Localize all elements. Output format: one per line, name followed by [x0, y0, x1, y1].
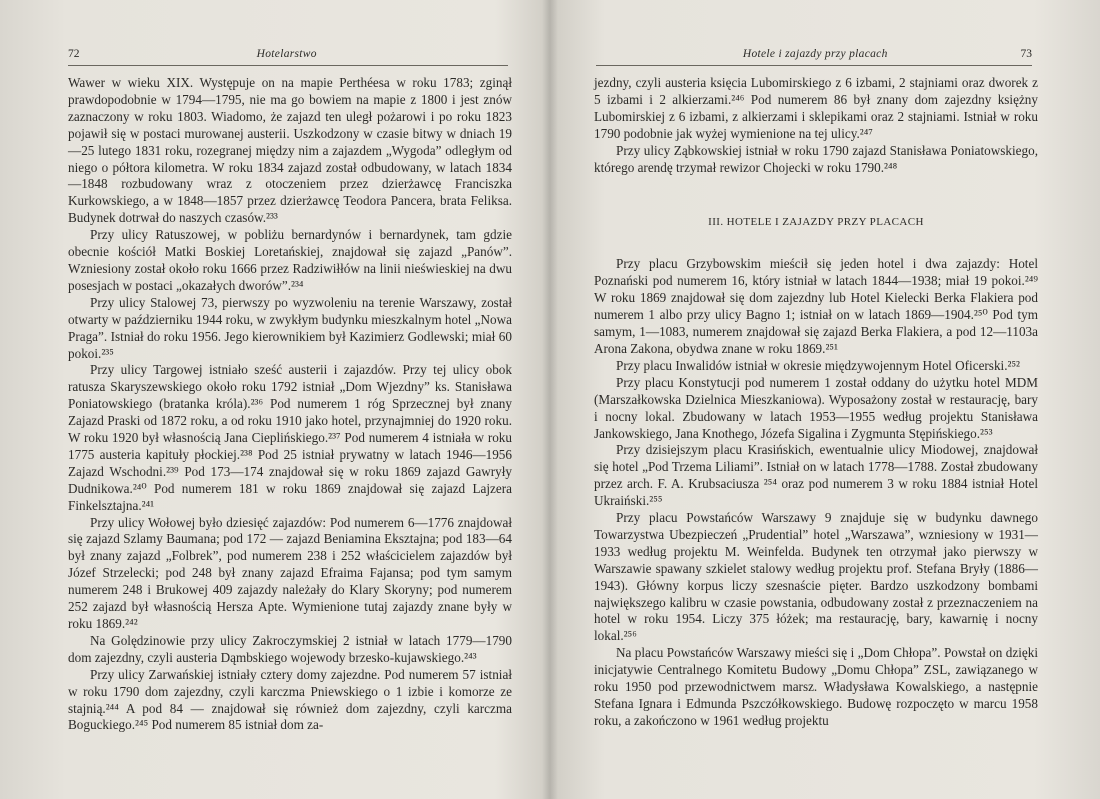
paragraph: Przy ulicy Targowej istniało sześć austerii i zajazdów. Przy tej ulicy obok ratusza Skaryszewskiego około roku 1792 istniał „Dom Wjezdny” ks. Stanisława Poniatowskiego (bratanka króla).²³⁶ Pod numerem 1 róg Sprzecznej był znany Zajazd Praski od 1872 roku, a od roku 1910 jako hotel, przynajmniej do 1920 roku. W roku 1920 był własnością Jana Cieplińskiego.²³⁷ Pod numerem 4 istniała w roku 1775 austeria kapituły płockiej.²³⁸ Pod 25 istniał prywatny w latach 1946—1956 Zajazd Wschodni.²³⁹ Pod 173—174 znajdował się w roku 1869 zajazd Gawryły Dudnikowa.²⁴⁰ Pod numerem 181 w roku 1869 znajdował się zajazd Lajzera Finkelsztajna.²⁴¹: [68, 362, 512, 513]
paragraph: Przy ulicy Wołowej było dziesięć zajazdów: Pod numerem 6—1776 znajdował się zajazd Szlamy Baumana; pod 172 — zajazd Beniamina Eksztajna; pod 183—64 był znany zajazd „Folbrek”, pod numerem 238 i 252 właścicielem zajazdów był Józef Strzelecki; pod 248 był znany zajazd Efraima Fajansa; pod tym samym numerem 248 i Brukowej 409 zajazdy należały do Klary Skoryny; pod numerem 252 zajazd był własnością Herszа Apte. Wymienione tutaj zajazdy znane były w roku 1869.²⁴²: [68, 514, 512, 631]
paragraph: Wawer w wieku XIX. Występuje on na mapie Perthéesa w roku 1783; zginął prawdopodobnie w 1794—1795, nie ma go bowiem na mapie z 1800 i jest znów zaznaczony w roku 1803. Wiadomo, że zajazd ten uległ pożarowi i po roku 1823 pojawił się w postaci murowanej austerii. Uszkodzony w czasie bitwy w dniach 19—25 lutego 1831 roku, rozegranej między nim a zajazdem „Wygoda” odległym od niego o półtora kilometra. W roku 1834 zajazd został odbudowany, w latach 1834—1848 rozbudowany wraz z otoczeniem przez dzierżawcę Franciszka Kurkowskiego, a w 1848—1857 przez dzierżawcę Teodora Pancera, brata Feliksa. Budynek dotrwał do naszych czasów.²³³: [68, 75, 512, 226]
paragraph: Przy placu Inwalidów istniał w okresie międzywojennym Hotel Oficerski.²⁵²: [616, 357, 1021, 373]
right-page-number: 73: [1020, 48, 1032, 60]
left-running-head: Hotelarstwo: [256, 48, 317, 60]
left-page-body: [68, 75, 512, 734]
section-heading: III. HOTELE I ZAJAZDY PRZY PLACACH: [708, 216, 924, 229]
paragraph: Przy dzisiejszym placu Krasińskich, ewentualnie ulicy Miodowej, znajdował się hotel „Pod Trzema Liliami”. Istniał on w latach 1778—1788. Został zbudowany przez arch. F. A. Krubsaciusza ²⁵⁴ oraz pod numerem 3 w roku 1884 istniał Hotel Ukraiński.²⁵⁵: [594, 442, 1038, 509]
paragraph: Przy ulicy Ratuszowej, w pobliżu bernardynów i bernardynek, tam gdzie obecnie kościół Matki Boskiej Loretańskiej, znajdował się zajazd „Panów”. Wzniesiony został około roku 1666 przez Radziwiłłów na linii nieświeskiej na dwu posesjach w postaci „okazałych dworów”.²³⁴: [68, 227, 512, 293]
paragraph: Na placu Powstańców Warszawy mieści się i „Dom Chłopa”. Powstał on dzięki inicjatywie Centralnego Komitetu Budowy „Domu Chłopa” ZSL, zawiązanego w roku 1950 pod przewodnictwem marsz. Władysława Kowalskiego, a następnie Stefana Ignara i Edmunda Pszczółkowskiego. Budowę rozpoczęto w marcu 1958 roku, a zakończono w 1961 według projektu: [594, 645, 1038, 728]
paragraph: jezdny, czyli austeria księcia Lubomirskiego z 6 izbami, 2 stajniami oraz dworek z 5 izbami i 2 alkierzami.²⁴⁶ Pod numerem 86 był znany dom zajezdny księżny Lubomirskiej z 6 izbami, z alkierzami i sklepikami oraz 2 stajniami. Istniał w roku 1790 podobnie jak wyżej wymienione na tej ulicy.²⁴⁷: [594, 75, 1038, 141]
right-page-header: [596, 48, 1032, 66]
right-page-body-top: [594, 75, 1038, 176]
paragraph: Przy ulicy Ząbkowskiej istniał w roku 1790 zajazd Stanisława Poniatowskiego, którego arendę trzymał rewizor Chojecki w roku 1790.²⁴⁸: [594, 142, 1038, 175]
paragraph: Przy placu Powstańców Warszawy 9 znajduje się w budynku dawnego Towarzystwa Ubezpieczeń „Prudential” hotel „Warszawa”, wzniesiony w 1931—1933 według projektu M. Weinfelda. Budynek ten otrzymał jako pierwszy w Warszawie spawany szkielet stalowy według projektu prof. Stefana Bryły (1886—1943). Główny korpus liczy szesnaście pięter. Bardzo uszkodzony bombami największego kalibru w czasie powstania, odbudowany został z przeznaczeniem na hotel w roku 1954. Liczy 375 łóżek; ma restaurację, bary, kawarnię i nocny lokal.²⁵⁶: [594, 510, 1038, 644]
right-page: [550, 0, 1100, 799]
paragraph: Przy placu Konstytucji pod numerem 1 został oddany do użytku hotel MDM (Marszałkowska Dzielnica Mieszkaniowa). Wyposażony został w restaurację, bary i nocny lokal. Zbudowany w latach 1953—1955 według projektu Stanisława Jankowskiego, Jana Knothego, Józefa Sigalina i Zygmunta Stępińskiego.²⁵³: [594, 374, 1038, 441]
paragraph: Przy ulicy Stalowej 73, pierwszy po wyzwoleniu na terenie Warszawy, został otwarty w październiku 1944 roku, w zwykłym budynku mieszkalnym hotel „Nowa Praga”. Istniał do roku 1956. Jego kierownikiem był Kazimierz Godlewski; miał 60 pokoi.²³⁵: [68, 294, 512, 361]
paragraph: Przy ulicy Zarwańskiej istniały cztery domy zajezdne. Pod numerem 57 istniał w roku 1790 dom zajezdny, czyli karczma Pniewskiego o 1 izbie i komorze ze stajnią.²⁴⁴ A pod 84 — znajdował się również dom zajezdny, czyli karczma Boguckiego.²⁴⁵ Pod numerem 85 istniał dom za-: [68, 666, 512, 733]
right-page-body-bottom: [594, 256, 1038, 729]
right-running-head: Hotele i zajazdy przy placach: [742, 48, 888, 60]
left-page-header: [68, 48, 508, 66]
left-page-number: 72: [68, 48, 80, 60]
paragraph: Przy placu Grzybowskim mieścił się jeden hotel i dwa zajazdy: Hotel Poznański pod numerem 16, który istniał w latach 1844—1938; miał 19 pokoi.²⁴⁹ W roku 1869 znajdował się dom zajezdny lub Hotel Kielecki Berka Flakiera pod numerem 1 albo przy ulicy Bagno 1; istniał on w latach 1869—1904.²⁵⁰ Pod tym samym, 1—1083, numerem znajdował się zajazd Berka Flakiera, a pod 12—1103a Arona Zakona, obydwa znane w roku 1869.²⁵¹: [594, 256, 1038, 356]
paragraph: Na Golędzinowie przy ulicy Zakroczymskiej 2 istniał w latach 1779—1790 dom zajezdny, czyli austeria Dąmbskiego wojewody brzesko-kujawskiego.²⁴³: [68, 632, 512, 665]
